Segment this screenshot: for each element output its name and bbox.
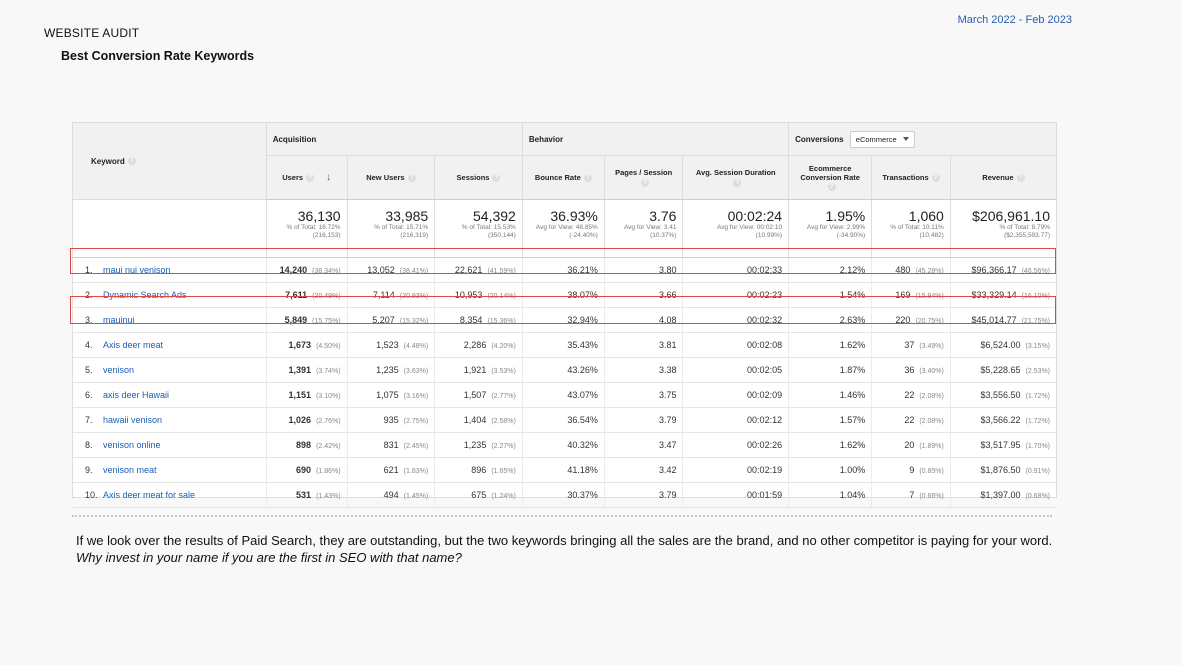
users-cell	[266, 433, 347, 458]
users-value: 1,026	[288, 415, 312, 425]
sessions-cell	[435, 383, 523, 408]
transactions-value: 169	[895, 290, 911, 300]
transactions-cell	[872, 408, 951, 433]
sessions-column-header[interactable]: Sessions ?	[435, 156, 523, 200]
pages-session-cell: 3.38	[604, 358, 683, 383]
transactions-value: 7	[909, 490, 915, 500]
avg-duration-cell: 00:01:59	[683, 483, 789, 508]
page-subtitle: Best Conversion Rate Keywords	[61, 49, 255, 63]
keyword-link[interactable]: Axis deer meat	[103, 340, 164, 350]
keyword-cell[interactable]	[73, 408, 266, 433]
revenue-pct: (3.15%)	[1025, 343, 1050, 350]
users-pct: (38.34%)	[312, 268, 341, 275]
ecom-conv-cell: 1.46%	[789, 383, 872, 408]
revenue-pct: (0.91%)	[1025, 468, 1050, 475]
users-value: 5,849	[284, 315, 308, 325]
revenue-pct: (21.75%)	[1021, 318, 1050, 325]
users-pct: (4.50%)	[316, 343, 341, 350]
sessions-pct: (2.27%)	[491, 443, 516, 450]
avg-duration-cell: 00:02:05	[683, 358, 789, 383]
transactions-pct: (15.94%)	[915, 293, 944, 300]
new-users-value: 831	[383, 440, 399, 450]
sessions-pct: (1.65%)	[491, 468, 516, 475]
transactions-cell	[872, 358, 951, 383]
users-pct: (15.75%)	[312, 318, 341, 325]
ecom-conv-cell: 1.04%	[789, 483, 872, 508]
users-cell	[266, 333, 347, 358]
keyword-cell[interactable]	[73, 458, 266, 483]
help-icon[interactable]: ?	[306, 174, 314, 182]
revenue-cell	[950, 333, 1056, 358]
ecom-conv-cell: 1.62%	[789, 333, 872, 358]
users-cell	[266, 408, 347, 433]
transactions-value: 22	[904, 390, 915, 400]
users-pct: (1.43%)	[316, 493, 341, 500]
keyword-cell[interactable]	[73, 483, 266, 508]
sessions-pct: (1.24%)	[491, 493, 516, 500]
row-index: 3.	[85, 315, 93, 325]
ecom-conv-cell: 2.12%	[789, 258, 872, 283]
total-subtext: % of Total: 15.71% (216,319)	[374, 224, 429, 239]
transactions-value: 480	[895, 265, 911, 275]
revenue-value: $3,566.22	[980, 415, 1021, 425]
avg-duration-cell: 00:02:32	[683, 308, 789, 333]
keyword-link[interactable]: hawaii venison	[103, 415, 163, 425]
sessions-pct: (20.14%)	[487, 293, 516, 300]
pages-session-cell: 4.08	[604, 308, 683, 333]
avg-duration-cell: 00:02:19	[683, 458, 789, 483]
users-cell	[266, 283, 347, 308]
new-users-cell	[347, 283, 435, 308]
help-icon[interactable]: ?	[828, 183, 836, 191]
new-users-value: 7,114	[372, 290, 395, 300]
sessions-value: 1,507	[463, 390, 487, 400]
users-pct: (3.10%)	[316, 393, 341, 400]
keyword-link[interactable]: mauinui	[103, 315, 135, 325]
total-value: 36,130	[297, 208, 341, 224]
new-users-value: 13,052	[367, 265, 395, 275]
revenue-pct: (0.68%)	[1025, 493, 1050, 500]
total-value: 54,392	[473, 208, 516, 224]
row-index: 8.	[85, 440, 93, 450]
users-pct: (2.42%)	[316, 443, 341, 450]
transactions-pct: (2.08%)	[919, 418, 944, 425]
revenue-pct: (1.72%)	[1025, 393, 1050, 400]
new-users-pct: (4.48%)	[403, 343, 429, 350]
users-pct: (3.74%)	[316, 368, 341, 375]
pages-session-cell: 3.42	[604, 458, 683, 483]
table-row	[73, 258, 1056, 283]
new-users-pct: (3.16%)	[403, 393, 429, 400]
transactions-value: 9	[909, 465, 915, 475]
users-value: 531	[296, 490, 312, 500]
transactions-pct: (1.89%)	[919, 443, 944, 450]
revenue-value: $45,014.77	[971, 315, 1017, 325]
total-value: 1.95%	[825, 208, 866, 224]
avg-duration-cell: 00:02:26	[683, 433, 789, 458]
conversions-type-select[interactable]: eCommerce	[850, 131, 915, 148]
sessions-cell	[435, 408, 523, 433]
new-users-pct: (1.45%)	[403, 493, 429, 500]
users-value: 690	[296, 465, 312, 475]
new-users-pct: (2.75%)	[403, 418, 429, 425]
table-row	[73, 283, 1056, 308]
caret-down-icon	[903, 137, 909, 141]
sessions-value: 22,621	[454, 265, 483, 275]
sessions-value: 1,235	[463, 440, 487, 450]
sessions-pct: (41.59%)	[487, 268, 516, 275]
sessions-cell	[435, 458, 523, 483]
new-users-pct: (3.63%)	[403, 368, 429, 375]
total-subtext: % of Total: 16.72% (216,153)	[286, 224, 341, 239]
transactions-value: 220	[895, 315, 911, 325]
table-row	[73, 483, 1056, 508]
revenue-pct: (16.10%)	[1021, 293, 1050, 300]
keyword-link[interactable]: maui nui venison	[103, 265, 171, 275]
new-users-pct: (38.41%)	[399, 268, 429, 275]
row-index: 9.	[85, 465, 93, 475]
help-icon[interactable]: ?	[408, 174, 416, 182]
divider	[72, 515, 1052, 517]
transactions-pct: (45.28%)	[915, 268, 944, 275]
sessions-value: 675	[471, 490, 487, 500]
users-pct: (20.49%)	[312, 293, 341, 300]
total-value: 00:02:24	[727, 208, 783, 224]
keyword-report-table	[72, 122, 1057, 498]
new-users-cell	[347, 458, 435, 483]
revenue-pct: (46.56%)	[1021, 268, 1050, 275]
avg-duration-column-header[interactable]: Avg. Session Duration ?	[683, 156, 789, 200]
transactions-cell	[872, 383, 951, 408]
commentary-emphasis: Why invest in your name if you are the first in SEO with that name?	[76, 550, 462, 565]
new-users-cell	[347, 308, 435, 333]
revenue-cell	[950, 358, 1056, 383]
ecom-conv-cell: 1.00%	[789, 458, 872, 483]
pages-session-cell: 3.81	[604, 333, 683, 358]
sessions-pct: (3.53%)	[491, 368, 516, 375]
users-cell	[266, 483, 347, 508]
pages-session-column-header[interactable]: Pages / Session ?	[604, 156, 683, 200]
sessions-cell	[435, 358, 523, 383]
help-icon[interactable]: ?	[641, 179, 649, 187]
ecom-conv-cell: 1.87%	[789, 358, 872, 383]
new-users-cell	[347, 333, 435, 358]
sessions-cell	[435, 483, 523, 508]
help-icon[interactable]: ?	[1017, 174, 1025, 182]
users-pct: (2.76%)	[316, 418, 341, 425]
sessions-pct: (2.58%)	[491, 418, 516, 425]
sessions-value: 1,404	[463, 415, 487, 425]
new-users-cell	[347, 433, 435, 458]
new-users-pct: (2.45%)	[403, 443, 429, 450]
keyword-link[interactable]: venison meat	[103, 465, 157, 475]
users-cell	[266, 308, 347, 333]
users-cell	[266, 258, 347, 283]
new-users-value: 621	[383, 465, 399, 475]
sessions-value: 896	[471, 465, 487, 475]
revenue-value: $33,329.14	[971, 290, 1017, 300]
sessions-value: 10,953	[454, 290, 483, 300]
section-title: WEBSITE AUDIT	[44, 26, 140, 40]
revenue-value: $1,397.00	[980, 490, 1021, 500]
new-users-column-header[interactable]: New Users ?	[347, 156, 435, 200]
users-column-header[interactable]: Users ? ↓	[266, 156, 347, 200]
new-users-pct: (20.93%)	[399, 293, 429, 300]
transactions-cell	[872, 258, 951, 283]
revenue-pct: (1.70%)	[1025, 443, 1050, 450]
help-icon[interactable]: ?	[584, 174, 592, 182]
new-users-pct: (15.32%)	[399, 318, 429, 325]
bounce-rate-cell: 40.32%	[522, 433, 604, 458]
avg-duration-cell: 00:02:09	[683, 383, 789, 408]
avg-duration-cell: 00:02:12	[683, 408, 789, 433]
new-users-value: 935	[383, 415, 399, 425]
users-cell	[266, 383, 347, 408]
help-icon[interactable]: ?	[733, 179, 741, 187]
bounce-rate-cell: 38.07%	[522, 283, 604, 308]
pages-session-cell: 3.79	[604, 483, 683, 508]
bounce-rate-cell: 32.94%	[522, 308, 604, 333]
row-index: 2.	[85, 290, 93, 300]
avg-duration-cell: 00:02:08	[683, 333, 789, 358]
revenue-cell	[950, 283, 1056, 308]
total-subtext: % of Total: 10.11% (10,482)	[890, 224, 944, 239]
keyword-cell[interactable]	[73, 333, 266, 358]
users-value: 1,673	[288, 340, 312, 350]
row-index: 6.	[85, 390, 93, 400]
total-subtext: Avg for View: 48.85% (-24.40%)	[535, 224, 598, 239]
users-value: 1,391	[288, 365, 312, 375]
transactions-pct: (3.40%)	[919, 368, 944, 375]
bounce-rate-cell: 43.26%	[522, 358, 604, 383]
row-index: 1.	[85, 265, 93, 275]
avg-duration-cell: 00:02:23	[683, 283, 789, 308]
table-row	[73, 308, 1056, 333]
date-range: March 2022 - Feb 2023	[957, 14, 1072, 26]
total-value: 36.93%	[550, 208, 598, 224]
transactions-cell	[872, 458, 951, 483]
keyword-cell[interactable]	[73, 258, 266, 283]
total-value: 3.76	[649, 208, 677, 224]
sessions-cell	[435, 308, 523, 333]
total-subtext: % of Total: 8.79% ($2,355,593.77)	[999, 224, 1050, 239]
bounce-rate-cell: 36.54%	[522, 408, 604, 433]
transactions-pct: (0.66%)	[919, 493, 944, 500]
transactions-value: 22	[904, 415, 915, 425]
users-cell	[266, 358, 347, 383]
revenue-cell	[950, 458, 1056, 483]
keyword-cell[interactable]	[73, 433, 266, 458]
keyword-link[interactable]: axis deer Hawaii	[103, 390, 170, 400]
transactions-cell	[872, 308, 951, 333]
users-value: 1,151	[288, 390, 312, 400]
transactions-cell	[872, 333, 951, 358]
pages-session-cell: 3.75	[604, 383, 683, 408]
transactions-cell	[872, 433, 951, 458]
keyword-column-header[interactable]: Keyword ?	[73, 123, 266, 200]
revenue-cell	[950, 408, 1056, 433]
transactions-value: 20	[904, 440, 915, 450]
revenue-value: $96,366.17	[971, 265, 1017, 275]
ecom-conv-column-header[interactable]: Ecommerce Conversion Rate ?	[789, 156, 872, 200]
new-users-value: 1,523	[376, 340, 399, 350]
transactions-value: 36	[904, 365, 915, 375]
sessions-value: 8,354	[459, 315, 483, 325]
transactions-column-header[interactable]: Transactions ?	[872, 156, 951, 200]
keyword-link[interactable]: Dynamic Search Ads	[103, 290, 187, 300]
transactions-cell	[872, 283, 951, 308]
ecom-conv-cell: 1.62%	[789, 433, 872, 458]
behavior-group-header: Behavior	[522, 123, 788, 156]
sessions-cell	[435, 433, 523, 458]
transactions-pct: (0.85%)	[919, 468, 944, 475]
sessions-value: 1,921	[463, 365, 487, 375]
acquisition-group-header: Acquisition	[266, 123, 522, 156]
new-users-cell	[347, 408, 435, 433]
new-users-cell	[347, 258, 435, 283]
table-row	[73, 408, 1056, 433]
users-pct: (1.86%)	[316, 468, 341, 475]
pages-session-cell: 3.47	[604, 433, 683, 458]
sessions-pct: (15.36%)	[487, 318, 516, 325]
keyword-link[interactable]: venison	[103, 365, 135, 375]
revenue-value: $5,228.65	[980, 365, 1021, 375]
new-users-value: 494	[383, 490, 399, 500]
revenue-value: $3,517.95	[980, 440, 1021, 450]
help-icon[interactable]: ?	[932, 174, 940, 182]
total-value: $206,961.10	[972, 208, 1050, 224]
bounce-rate-cell: 43.07%	[522, 383, 604, 408]
sessions-value: 2,286	[463, 340, 487, 350]
row-index: 4.	[85, 340, 93, 350]
conversions-group-header: Conversions eCommerce	[789, 123, 1056, 156]
transactions-pct: (3.49%)	[919, 343, 944, 350]
sessions-pct: (4.20%)	[491, 343, 516, 350]
bounce-rate-cell: 41.18%	[522, 458, 604, 483]
new-users-value: 1,075	[376, 390, 399, 400]
commentary-text: If we look over the results of Paid Search, they are outstanding, but the two keywords bringing all the sales are the brand, and no other competitor is paying for your word. Why invest in your name if you are the first in SEO with that name?	[76, 533, 1053, 565]
new-users-pct: (1.83%)	[403, 468, 429, 475]
row-index: 10.	[85, 490, 98, 500]
keyword-link[interactable]: venison online	[103, 440, 161, 450]
table-row	[73, 433, 1056, 458]
new-users-cell	[347, 358, 435, 383]
revenue-pct: (1.72%)	[1025, 418, 1050, 425]
revenue-value: $6,524.00	[980, 340, 1021, 350]
pages-session-cell: 3.80	[604, 258, 683, 283]
revenue-cell	[950, 258, 1056, 283]
row-index: 5.	[85, 365, 93, 375]
totals-label	[73, 200, 266, 258]
total-value: 1,060	[908, 208, 944, 224]
table-row	[73, 358, 1056, 383]
sessions-cell	[435, 258, 523, 283]
ecom-conv-cell: 1.57%	[789, 408, 872, 433]
table-row	[73, 383, 1056, 408]
sessions-cell	[435, 283, 523, 308]
users-value: 7,611	[285, 290, 308, 300]
bounce-rate-cell: 35.43%	[522, 333, 604, 358]
sessions-pct: (2.77%)	[491, 393, 516, 400]
sessions-cell	[435, 333, 523, 358]
transactions-pct: (20.75%)	[915, 318, 944, 325]
total-subtext: % of Total: 15.53% (350,144)	[461, 224, 516, 239]
revenue-cell	[950, 433, 1056, 458]
revenue-value: $1,876.50	[980, 465, 1021, 475]
keyword-cell[interactable]	[73, 308, 266, 333]
keyword-cell[interactable]	[73, 383, 266, 408]
transactions-cell	[872, 483, 951, 508]
total-subtext: Avg for View: 00:02:10 (10.99%)	[716, 224, 783, 239]
ecom-conv-cell: 1.54%	[789, 283, 872, 308]
total-subtext: Avg for View: 2.99% (-34.90%)	[806, 224, 866, 239]
ecom-conv-cell: 2.63%	[789, 308, 872, 333]
avg-duration-cell: 00:02:33	[683, 258, 789, 283]
bounce-rate-cell: 36.21%	[522, 258, 604, 283]
new-users-cell	[347, 483, 435, 508]
keyword-link[interactable]: Axis deer meat for sale	[103, 490, 196, 500]
users-value: 898	[296, 440, 312, 450]
revenue-value: $3,556.50	[980, 390, 1021, 400]
revenue-pct: (2.53%)	[1025, 368, 1050, 375]
help-icon[interactable]: ?	[128, 157, 136, 165]
table-row	[73, 333, 1056, 358]
users-cell	[266, 458, 347, 483]
keyword-cell[interactable]	[73, 283, 266, 308]
bounce-rate-cell: 30.37%	[522, 483, 604, 508]
keyword-cell[interactable]	[73, 358, 266, 383]
transactions-pct: (2.08%)	[919, 393, 944, 400]
revenue-cell	[950, 308, 1056, 333]
new-users-value: 1,235	[376, 365, 399, 375]
bounce-rate-column-header[interactable]: Bounce Rate ?	[522, 156, 604, 200]
help-icon[interactable]: ?	[492, 174, 500, 182]
new-users-value: 5,207	[372, 315, 395, 325]
row-index: 7.	[85, 415, 93, 425]
revenue-cell	[950, 383, 1056, 408]
sort-desc-icon[interactable]: ↓	[326, 171, 332, 183]
total-subtext: Avg for View: 3.41 (10.37%)	[623, 224, 677, 239]
table-row	[73, 458, 1056, 483]
pages-session-cell: 3.79	[604, 408, 683, 433]
pages-session-cell: 3.66	[604, 283, 683, 308]
transactions-value: 37	[904, 340, 915, 350]
totals-row	[73, 200, 1056, 258]
total-value: 33,985	[385, 208, 429, 224]
new-users-cell	[347, 383, 435, 408]
users-value: 14,240	[279, 265, 308, 275]
revenue-column-header[interactable]: Revenue ?	[950, 156, 1056, 200]
revenue-cell	[950, 483, 1056, 508]
